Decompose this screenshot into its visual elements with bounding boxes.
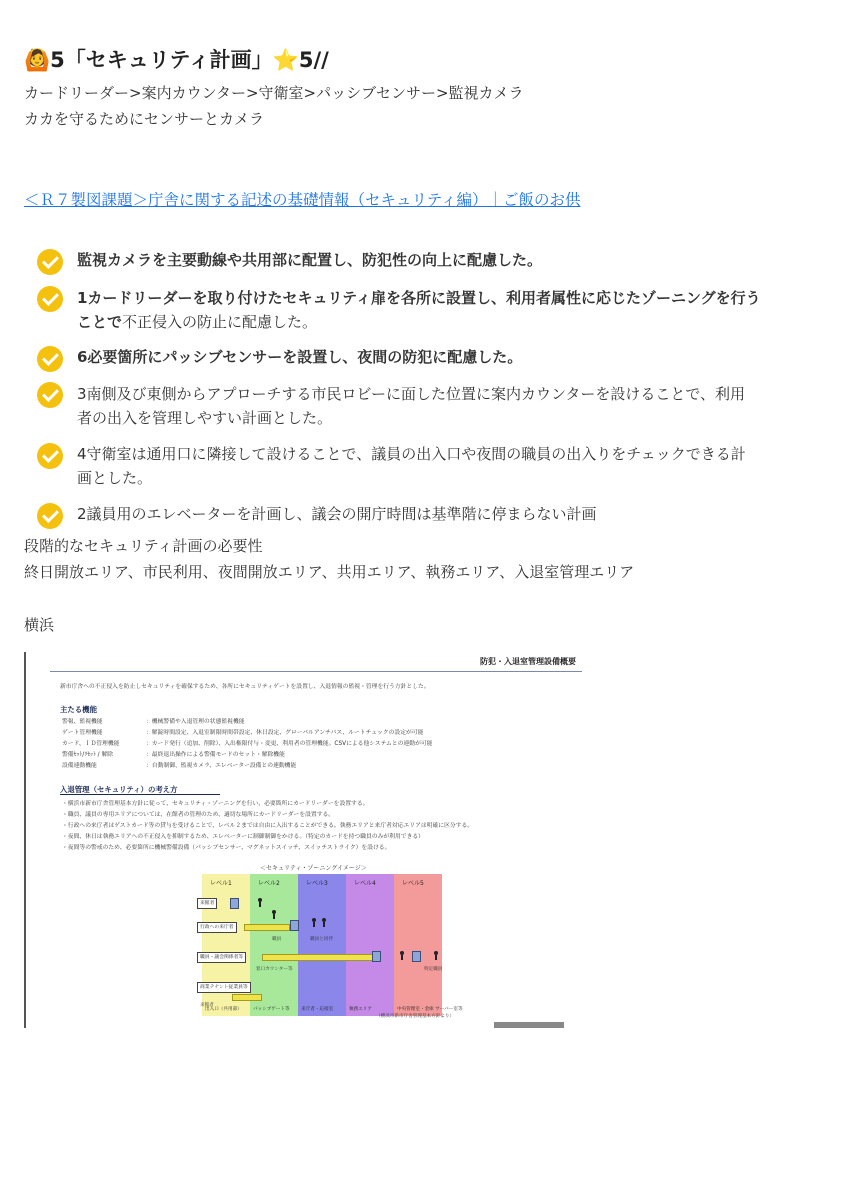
doc-intro: 新市庁舎への不正侵入を防止しセキュリティを確保するため、各所にセキュリティゲートを設置し、入退情報の監視・管理を行う方針とした。 [60,684,430,690]
checklist-item: 6必要箇所にパッシブセンサーを設置し、夜間の防犯に配慮した。 [77,348,523,366]
doc-function-row: カード、ＩＤ管理機能 ：カード発行（追加、削除）、入出権限付与・変更、利用者の管理機能。CSVによる他システムとの連動が可能 [62,741,433,747]
zone-level-3: レベル3 来庁者・応接室 [298,874,346,1016]
doc-function-row: 設備連動機能 ：自動制御、監視カメラ、エレベーター設備との連動機能 [62,763,297,769]
necessity-text: 段階的なセキュリティ計画の必要性 [24,537,263,555]
checklist-item: 4守衛室は通用口に隣接して設けることで、議員の出入口や夜間の職員の出入りをチェックできる計 画とした。 [77,445,746,487]
doc-bullet: ・夜間、休日は執務エリアへの不正侵入を抑制するため、エレベーターに制御制御をかける。（特定のカードを持つ職員のみが利用できる） [62,834,424,840]
staff-label: 職員 [272,937,282,942]
actor-box: 来館者 [197,898,217,909]
person-icon [400,951,404,960]
doc-bullet: ・行政への来庁者はゲストカード等の貸与を受けることで、レベル２までは自由に入出することができる。執務エリアと来庁者対応エリアは明確に区分する。 [62,823,474,829]
checklist-item: 1カードリーダーを取り付けたセキュリティ扉を各所に設置し、利用者属性に応じたゾーニングを行う ことで不正侵入の防止に配慮した。 [77,289,761,331]
doc-heading-underline [60,794,220,795]
embedded-document-image [24,652,586,1028]
doc-function-row: ゲート管理機能 ：解錠時間設定、入退室制限時間帯設定、休日設定、グローバルアンチパス、ルートチェックの設定が可能 [62,730,424,736]
doc-bullet: ・職員、議員の専用エリアについては、在館者の管理のため、適切な場所にカードリーダーを設置する。 [62,812,335,818]
guest-with-staff-label: 職員と同伴 [310,937,333,942]
card-reader-gate-icon [230,898,239,909]
doc-footer-bar [494,1022,564,1028]
card-reader-gate-icon [290,920,299,931]
person-icon [434,951,438,960]
checklist-item: 監視カメラを主要動線や共用部に配置し、防犯性の向上に配慮した。 [77,251,543,269]
counter-label: 窓口カウンター等 [256,967,293,972]
person-icon [258,898,262,907]
zone-level-5: レベル5 中央管理室・金庫 サーバー室等 [394,874,442,1016]
title-suffix: 5// [298,48,329,72]
check-icon [37,443,63,469]
check-icon [37,346,63,372]
doc-title-rule [50,671,582,672]
person-icon [272,910,276,919]
actor-box: 商業テナント従業員等 [197,982,251,993]
check-icon [37,503,63,529]
check-icon [37,286,63,312]
flow-arrow [232,994,262,1001]
zone-level-2: レベル2 パッシブゲート等 [250,874,298,1016]
doc-function-row: 警備ｾｯﾄ/ﾘｾｯﾄ / 解除 ：最終退出操作による警備モードのセット・解除機能 [62,752,285,758]
card-reader-gate-icon [412,951,421,962]
yokohama-text: 横浜 [24,616,55,634]
zone-level-1: レベル1 出入口（共用部） [202,874,250,1016]
flow-arrow [244,924,290,931]
security-flow-text: カードリーダー>案内カウンター>守衛室>パッシブセンサー>監視カメラ [24,84,524,102]
doc-heading-functions: 主たる機能 [60,705,97,714]
page-title [24,44,329,74]
check-icon [37,249,63,275]
doc-title: 防犯・入退室管理設備概要 [480,657,576,666]
actor-box: 行政への来庁者 [197,922,237,933]
card-reader-gate-icon [372,951,381,962]
doc-heading-security: 入退管理（セキュリティ）の考え方 [60,785,178,794]
person-gesture-icon: 🙆 [24,48,51,72]
doc-bullet: ・夜間等の警戒のため、必要箇所に機械警備設備（パッシブセンサー、マグネットスイッチ、スイッチストライク）を設ける。 [62,845,391,851]
actor-label: 来館者 [200,1003,214,1008]
zoning-diagram [172,874,463,1022]
person-icon [312,918,316,927]
doc-function-row: 警報、監視機能 ：機械警備や入退管理の状態監視機能 [62,719,245,725]
reference-link[interactable]: ＜Ｒ７製図課題＞庁舎に関する記述の基礎情報（セキュリティ編）｜ご飯のお供 [24,191,581,209]
title-text: 5「セキュリティ計画」 [50,48,273,72]
doc-bullet: ・横浜市新市庁舎管理基本方針に従って、セキュリティ・ゾーニングを行い、必要箇所にカードリーダーを設置する。 [62,801,369,807]
zone-level-4: レベル4 執務エリア [346,874,394,1016]
note-text: カカを守るためにセンサーとカメラ [24,110,265,128]
star-icon: ⭐ [272,48,299,72]
zoning-caption: ＜セキュリティ・ゾーニングイメージ＞ [260,865,367,872]
special-staff-label: 特定職員 [424,967,443,972]
actor-box: 職員・議会関係者等 [197,952,246,963]
doc-source: （横浜市新市庁舎管理基本方針より） [376,1014,455,1019]
checklist-item: 2議員用のエレベーターを計画し、議会の開庁時間は基準階に停まらない計画 [77,505,597,523]
person-icon [322,918,326,927]
checklist-item: 3南側及び東側からアプローチする市民ロビーに面した位置に案内カウンターを設けることで、利用 者の出入を管理しやすい計画とした。 [77,385,746,427]
check-icon [37,382,63,408]
flow-arrow [262,954,374,961]
zones-text: 終日開放エリア、市民利用、夜間開放エリア、共用エリア、執務エリア、入退室管理エリア [24,563,635,581]
